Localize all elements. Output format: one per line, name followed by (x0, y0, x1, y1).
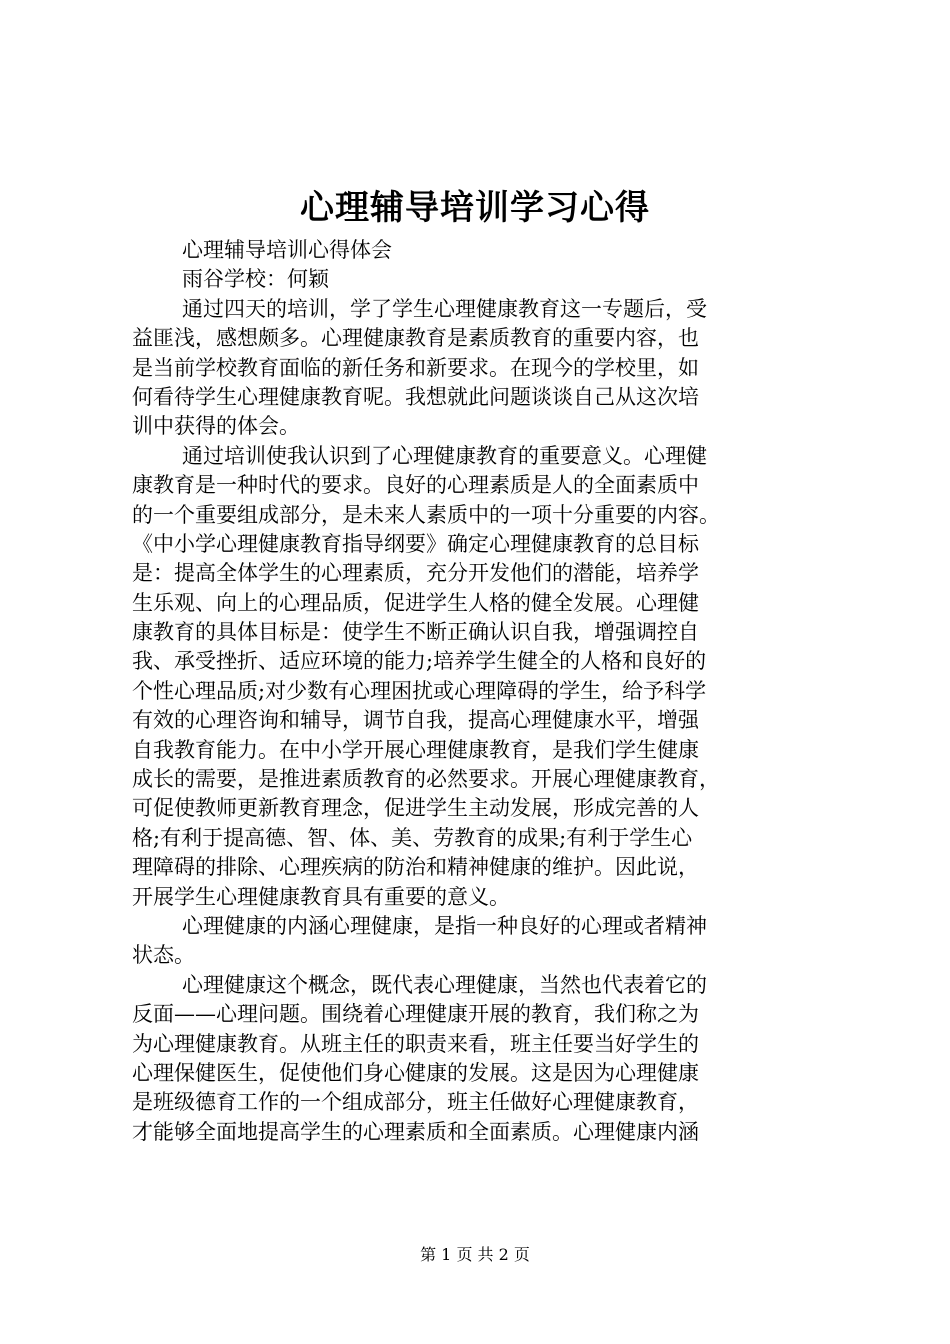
body-line: 训中获得的体会。 (132, 414, 300, 439)
body-line: 益匪浅，感想颇多。心理健康教育是素质教育的重要内容，也 (132, 326, 699, 351)
body-line: 有效的心理咨询和辅导，调节自我，提高心理健康水平，增强 (132, 708, 699, 733)
body-line: 心理辅导培训心得体会 (182, 238, 392, 262)
body-line: 自我教育能力。在中小学开展心理健康教育，是我们学生健康 (132, 737, 699, 762)
body-line: 心理保健医生，促使他们身心健康的发展。这是因为心理健康 (132, 1060, 699, 1085)
body-line: 可促使教师更新教育理念，促进学生主动发展，形成完善的人 (132, 796, 699, 821)
body-line: 康教育是一种时代的要求。良好的心理素质是人的全面素质中 (132, 473, 699, 498)
body-line: 反面——心理问题。围绕着心理健康开展的教育，我们称之为 (132, 1002, 699, 1027)
body-line: 状态。 (132, 943, 195, 968)
body-line: 是：提高全体学生的心理素质，充分开发他们的潜能，培养学 (132, 561, 699, 586)
body-line: 个性心理品质;对少数有心理困扰或心理障碍的学生，给予科学 (132, 678, 707, 703)
body-line: 何看待学生心理健康教育呢。我想就此问题谈谈自己从这次培 (132, 384, 699, 409)
body-line: 心理健康这个概念，既代表心理健康，当然也代表着它的 (182, 972, 707, 997)
body-line: 生乐观、向上的心理品质，促进学生人格的健全发展。心理健 (132, 590, 699, 615)
page-footer: 第 1 页 共 2 页 (420, 1245, 530, 1264)
body-line: 通过四天的培训，学了学生心理健康教育这一专题后，受 (182, 296, 707, 321)
body-line: 成长的需要，是推进素质教育的必然要求。开展心理健康教育， (132, 767, 720, 792)
body-line: 《中小学心理健康教育指导纲要》确定心理健康教育的总目标 (132, 531, 699, 556)
body-line: 开展学生心理健康教育具有重要的意义。 (132, 884, 510, 909)
body-line: 才能够全面地提高学生的心理素质和全面素质。心理健康内涵 (132, 1119, 699, 1144)
body-line: 通过培训使我认识到了心理健康教育的重要意义。心理健 (182, 443, 707, 468)
body-line: 理障碍的排除、心理疾病的防治和精神健康的维护。因此说， (132, 855, 699, 880)
body-line: 雨谷学校：何颖 (182, 267, 329, 292)
body-line: 是当前学校教育面临的新任务和新要求。在现今的学校里，如 (132, 355, 699, 380)
body-line: 心理健康的内涵心理健康，是指一种良好的心理或者精神 (182, 913, 707, 938)
document-title: 心理辅导培训学习心得 (300, 188, 650, 228)
body-line: 格;有利于提高德、智、体、美、劳教育的成果;有利于学生心 (132, 825, 693, 850)
body-line: 是班级德育工作的一个组成部分，班主任做好心理健康教育， (132, 1090, 699, 1115)
body-line: 的一个重要组成部分，是未来人素质中的一项十分重要的内容。 (132, 502, 720, 527)
body-line: 康教育的具体目标是：使学生不断正确认识自我，增强调控自 (132, 620, 699, 645)
document-body (132, 236, 832, 1147)
body-line: 我、承受挫折、适应环境的能力;培养学生健全的人格和良好的 (132, 649, 707, 674)
body-line: 为心理健康教育。从班主任的职责来看，班主任要当好学生的 (132, 1031, 699, 1056)
